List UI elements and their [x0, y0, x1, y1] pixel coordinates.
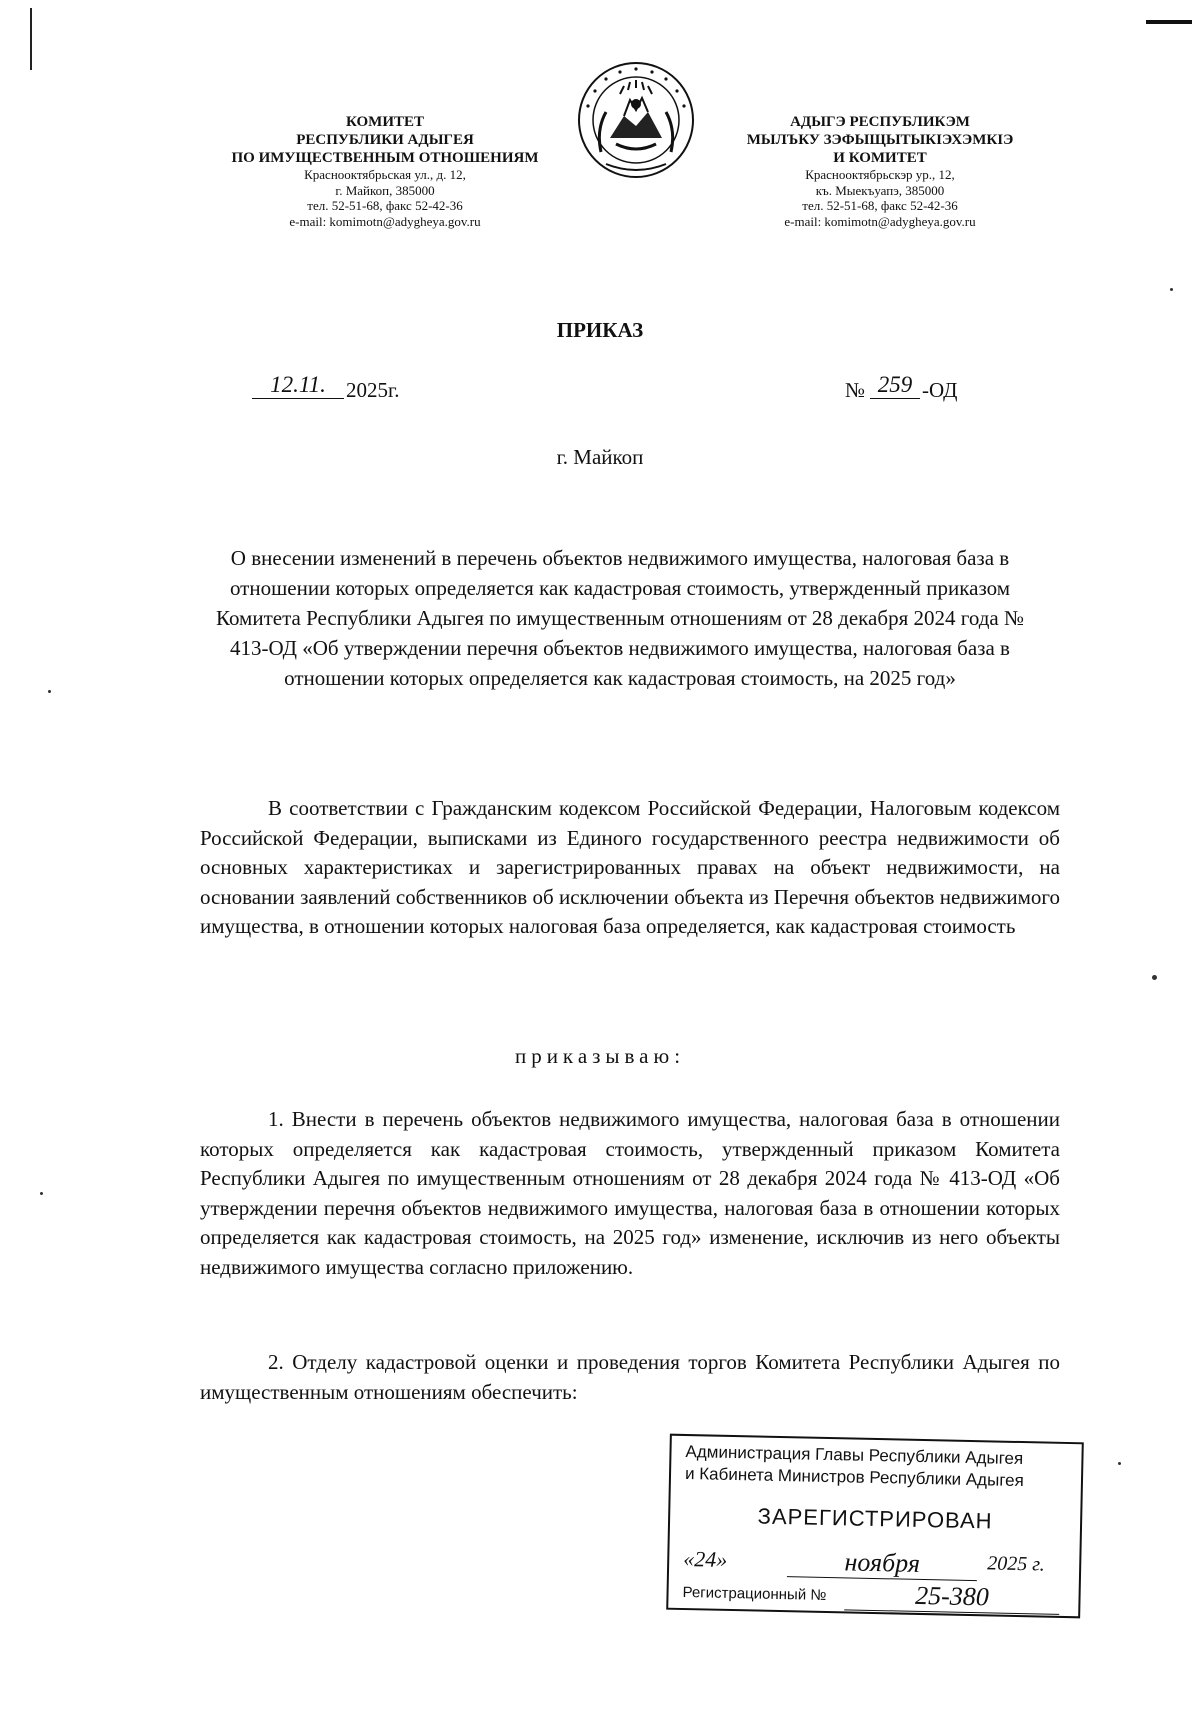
handwritten-date: 12.11. — [252, 372, 344, 399]
scan-edge-line — [30, 8, 32, 70]
stamp-registration-label: Регистрационный № — [682, 1583, 827, 1604]
date-year: 2025г. — [346, 378, 400, 402]
coat-of-arms-icon — [576, 60, 696, 180]
scan-speck — [48, 690, 51, 693]
stamp-authority-line: и Кабинета Министров Республики Адыгея — [684, 1464, 1024, 1491]
stamp-registration-number: 25-380 — [844, 1579, 1060, 1614]
order-word: приказываю: — [514, 1044, 686, 1068]
org-name-line: МЫЛЪКУ ЗЭФЫЩЫТЫКІЭХЭМКІЭ — [746, 132, 1014, 148]
scan-speck — [40, 1192, 43, 1195]
number-sign: № — [845, 378, 866, 402]
org-address-line: тел. 52-51-68, факс 52-42-36 — [307, 198, 463, 214]
stamp-day-handwritten: «24» — [683, 1545, 728, 1572]
scan-edge-mark — [1146, 20, 1192, 24]
org-address-line: тел. 52-51-68, факс 52-42-36 — [802, 198, 958, 214]
scan-speck — [1118, 1462, 1121, 1465]
org-name-line: И КОМИТЕТ — [833, 150, 927, 166]
order-item-1: 1. Внести в перечень объектов недвижимого имущества, налоговая база в отношении которых определяется как кадастровая стоимость, утвержденный приказом Комитета Республики Адыгея по имущественным отношениям от 28 декабря 2024 года № 413-ОД «Об утверждении перечня объектов недвижимого имущества, налоговая база в отношении которых определяется как кадастровая стоимость, на 2025 год» изменение, исключив из него объекты недвижимого имущества согласно приложению. — [200, 1107, 1060, 1279]
city-name: г. Майкоп — [556, 445, 644, 469]
order-number-suffix: -ОД — [922, 378, 958, 402]
document-title: ПРИКАЗ — [556, 318, 644, 342]
org-header-right — [700, 113, 1060, 229]
scan-speck — [1170, 288, 1173, 291]
org-address-line: къ. Мыекъуапэ, 385000 — [815, 182, 945, 198]
stamp-authority-line: Администрация Главы Республики Адыгея — [685, 1442, 1024, 1469]
order-item-2: 2. Отделу кадастровой оценки и проведения торгов Комитета Республики Адыгея по имущественным отношениям обеспечить: — [200, 1350, 1060, 1404]
stamp-month-handwritten: ноября — [787, 1546, 978, 1581]
stamp-year-handwritten: 2025 г. — [987, 1552, 1046, 1576]
org-address-line: Краснооктябрьскэр ур., 12, — [805, 167, 955, 182]
org-name-line: РЕСПУБЛИКИ АДЫГЕЯ — [296, 132, 474, 148]
org-email-line: e-mail: komimotn@adygheya.gov.ru — [289, 213, 481, 229]
document-subject: О внесении изменений в перечень объектов недвижимого имущества, налоговая база в отношении которых определяется как кадастровая стоимость, утвержденный приказом Комитета Республики Адыгея по имущественным отношениям от 28 декабря 2024 года № 413-ОД «Об утверждении перечня объектов недвижимого имущества, налоговая база в отношении которых определяется как кадастровая стоимость, на 2025 год» — [215, 546, 1025, 690]
stamp-status: ЗАРЕГИСТРИРОВАН — [757, 1503, 993, 1534]
registration-stamp — [666, 1434, 1084, 1619]
org-name-line: АДЫГЭ РЕСПУБЛИКЭМ — [790, 114, 970, 130]
org-email-line: e-mail: komimotn@adygheya.gov.ru — [784, 213, 976, 229]
org-header-left — [185, 113, 585, 229]
org-address-line: г. Майкоп, 385000 — [335, 182, 435, 198]
scan-speck — [1152, 975, 1157, 980]
handwritten-order-number: 259 — [870, 372, 920, 399]
org-address-line: Краснооктябрьская ул., д. 12, — [304, 167, 466, 182]
basis-paragraph: В соответствии с Гражданским кодексом Российской Федерации, Налоговым кодексом Российской Федерации, выписками из Единого государственного реестра недвижимости об основных характеристиках и зарегистрированных правах на объект недвижимости, на основании заявлений собственников об исключении объекта из Перечня объектов недвижимого имущества, в отношении которых налоговая база определяется, как кадастровая стоимость — [200, 796, 1060, 938]
org-name-line: ПО ИМУЩЕСТВЕННЫМ ОТНОШЕНИЯМ — [231, 150, 539, 166]
org-name-line: КОМИТЕТ — [345, 114, 424, 130]
